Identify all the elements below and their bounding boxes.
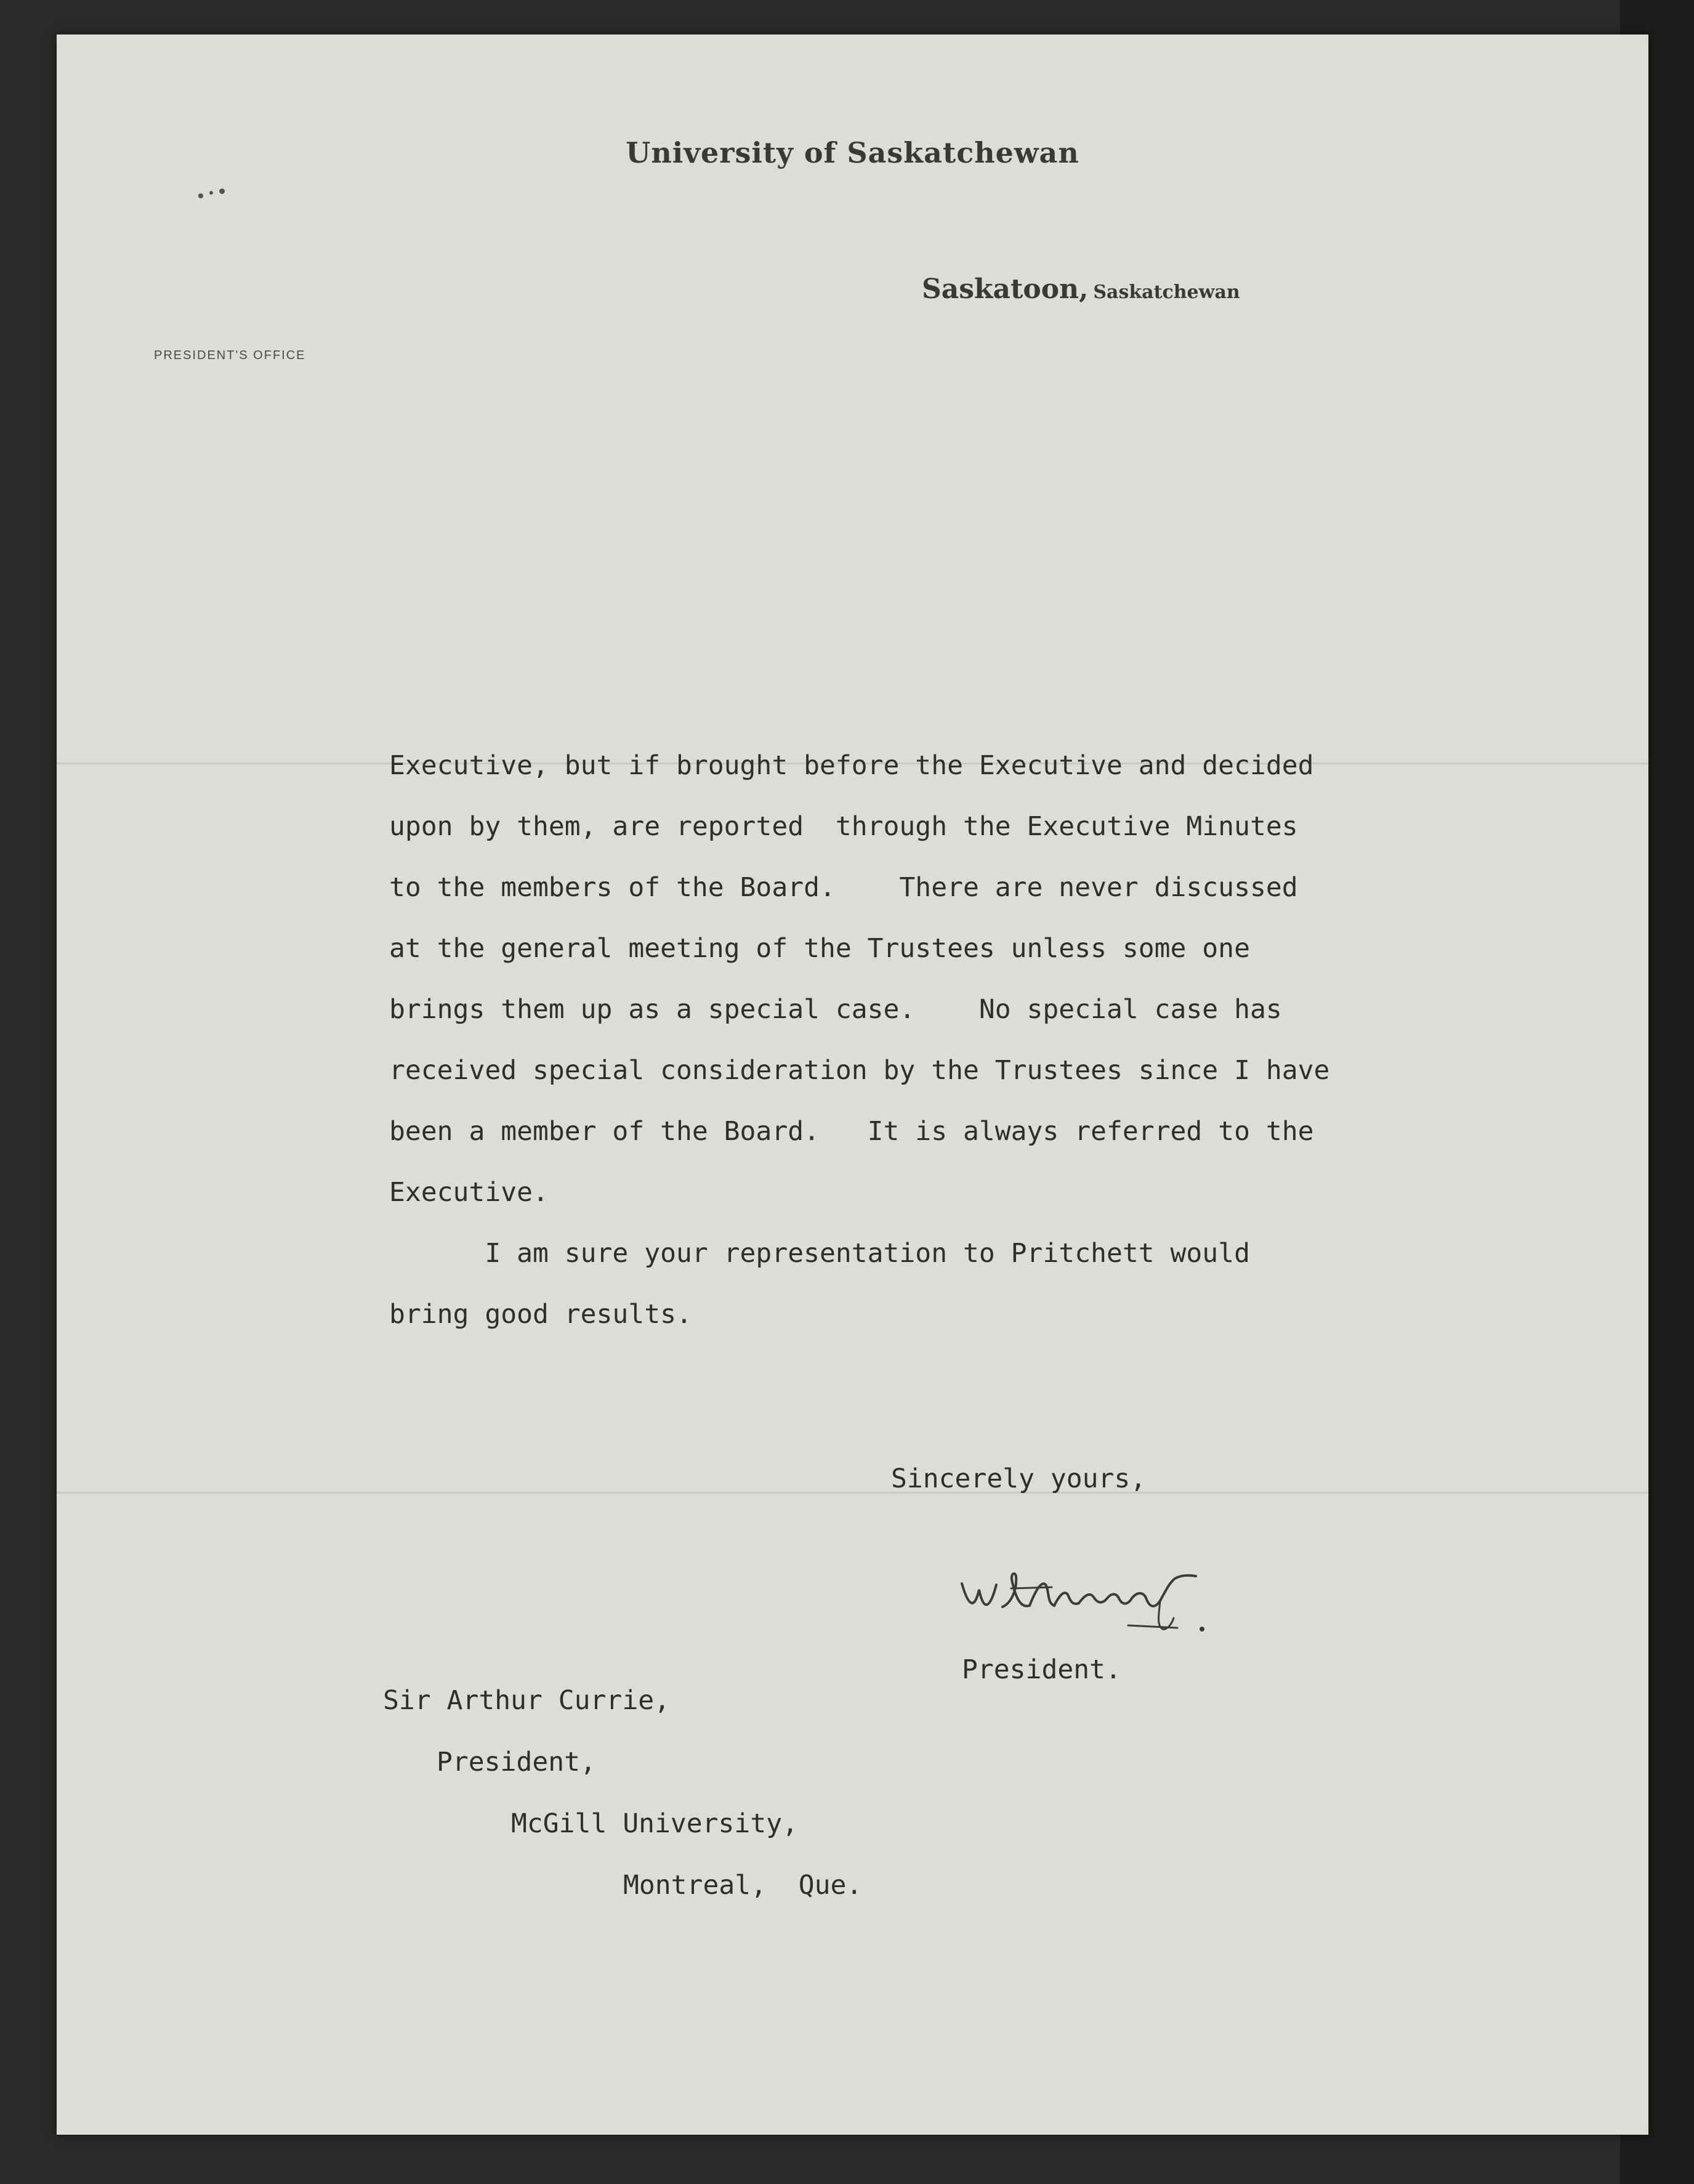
office-label: PRESIDENT'S OFFICE: [154, 349, 306, 362]
paper-blemish: [198, 188, 227, 201]
closing-salutation: Sincerely yours,: [891, 1463, 1147, 1494]
letter-body: [389, 735, 1584, 1345]
body-line: to the members of the Board. There are never discussed: [389, 872, 1298, 903]
body-line: brings them up as a special case. No special case has: [389, 994, 1282, 1025]
body-line: upon by them, are reported through the Executive Minutes: [389, 811, 1298, 842]
letterhead-province: Saskatchewan: [1093, 281, 1240, 303]
body-line: bring good results.: [389, 1299, 692, 1330]
handwritten-signature: [943, 1547, 1233, 1645]
letter-page: [57, 34, 1648, 2135]
recipient-location: Montreal, Que.: [623, 1870, 863, 1901]
body-line: at the general meeting of the Trustees unless some one: [389, 933, 1250, 964]
recipient-institution: McGill University,: [511, 1808, 798, 1839]
signatory-title: President.: [962, 1654, 1121, 1685]
body-line: received special consideration by the Trustees since I have: [389, 1055, 1330, 1086]
fold-crease: [57, 1492, 1648, 1494]
letterhead-institution: University of Saskatchewan: [626, 136, 1079, 169]
body-line: Executive, but if brought before the Executive and decided: [389, 750, 1314, 781]
body-line: Executive.: [389, 1177, 549, 1208]
recipient-name: Sir Arthur Currie,: [383, 1685, 670, 1716]
recipient-title: President,: [437, 1747, 596, 1778]
body-line: I am sure your representation to Pritchett would: [389, 1238, 1250, 1269]
letterhead-city: Saskatoon,: [922, 273, 1089, 305]
letterhead-location: [922, 273, 1240, 305]
body-line: been a member of the Board. It is always referred to the: [389, 1116, 1314, 1147]
